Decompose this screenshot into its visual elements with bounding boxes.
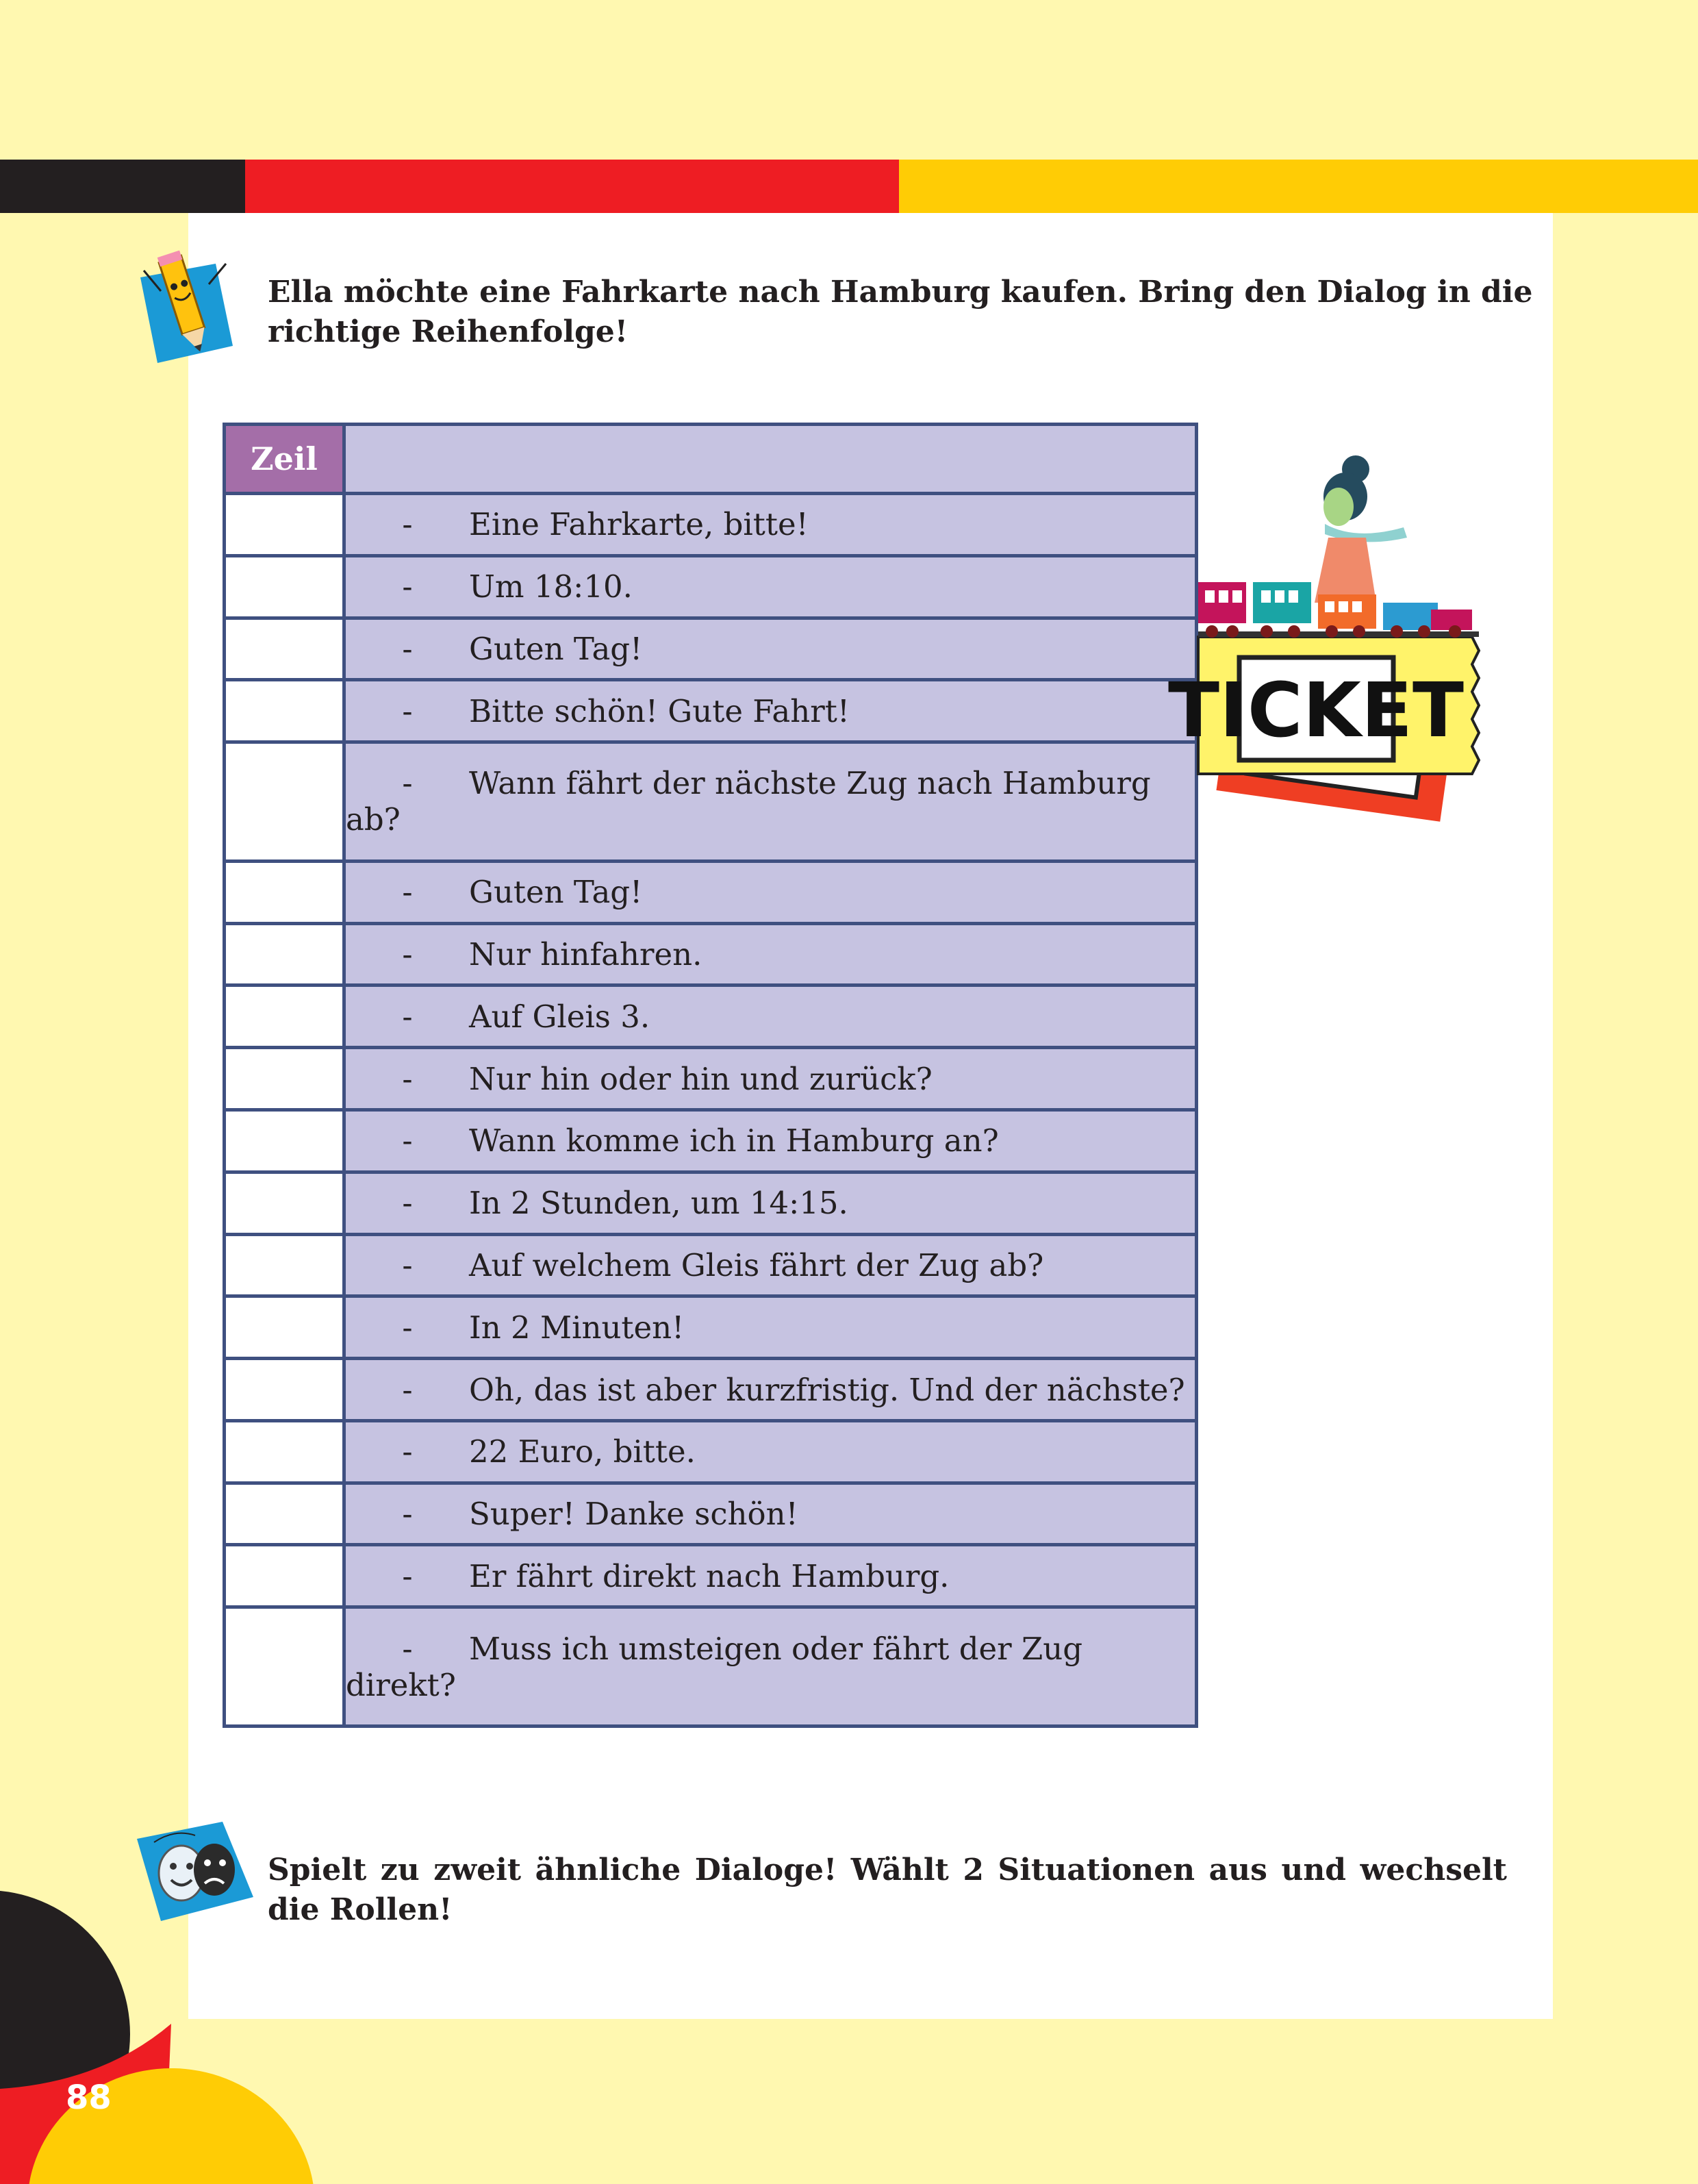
- dialog-line-cell: [344, 861, 1197, 923]
- dash-marker: -: [402, 874, 413, 911]
- dialog-line-cell: [344, 1545, 1197, 1607]
- table-row: [225, 1296, 1197, 1359]
- dialog-line-text: Oh, das ist aber kurzfristig. Und der nächste?: [469, 1371, 1185, 1408]
- line-number-cell[interactable]: [225, 1172, 344, 1234]
- dialog-line-cell: [344, 680, 1197, 742]
- dash-marker: -: [402, 1557, 413, 1594]
- table-row: [225, 680, 1197, 742]
- dialog-line-cell: [344, 1048, 1197, 1110]
- dialog-line-text: Muss ich umsteigen oder fährt der Zug direkt?: [346, 1630, 1083, 1703]
- dash-marker: -: [402, 692, 413, 729]
- table-row: [225, 1109, 1197, 1172]
- dash-marker: -: [402, 765, 413, 802]
- dialog-line-cell: [344, 1607, 1197, 1727]
- dash-marker: -: [402, 1433, 413, 1470]
- line-number-cell[interactable]: [225, 1359, 344, 1421]
- dialog-line-text: In 2 Stunden, um 14:15.: [469, 1185, 848, 1222]
- dialog-line-text: Nur hin oder hin und zurück?: [469, 1060, 933, 1097]
- dialog-line-text: Wann komme ich in Hamburg an?: [469, 1122, 999, 1159]
- dialog-line-text: Auf welchem Gleis fährt der Zug ab?: [469, 1246, 1044, 1283]
- line-number-cell[interactable]: [225, 923, 344, 986]
- dialog-line-cell: [344, 1234, 1197, 1296]
- table-row: [225, 1420, 1197, 1483]
- dialog-line-text: Guten Tag!: [469, 874, 643, 911]
- table-row: [225, 494, 1197, 556]
- table-row: [225, 861, 1197, 923]
- dialog-line-text: Bitte schön! Gute Fahrt!: [469, 692, 850, 729]
- dialog-line-cell: [344, 923, 1197, 986]
- ticket-label: TICKET: [1167, 666, 1465, 754]
- dialog-line-text: Eine Fahrkarte, bitte!: [469, 506, 809, 543]
- dash-marker: -: [402, 630, 413, 667]
- dialog-line-cell: [344, 986, 1197, 1048]
- flag-stripe-black: [0, 160, 245, 213]
- dialog-line-text: Super! Danke schön!: [469, 1496, 798, 1533]
- dialog-order-table: [223, 423, 1198, 1728]
- table-row: [225, 1545, 1197, 1607]
- dash-marker: -: [402, 1185, 413, 1222]
- line-number-cell[interactable]: [225, 618, 344, 680]
- instruction-order-dialog: Ella möchte eine Fahrkarte nach Hamburg kaufen. Bring den Dialog in die richtige Reihenfolge!: [268, 275, 1533, 349]
- table-row: [225, 555, 1197, 618]
- line-number-cell[interactable]: [225, 861, 344, 923]
- dialog-line-text: Um 18:10.: [469, 568, 633, 605]
- line-number-cell[interactable]: [225, 1048, 344, 1110]
- line-number-cell[interactable]: [225, 555, 344, 618]
- dialog-line-cell: [344, 1109, 1197, 1172]
- table-row: [225, 1359, 1197, 1421]
- line-number-cell[interactable]: [225, 1545, 344, 1607]
- table-row: [225, 1483, 1197, 1545]
- dialog-line-cell: [344, 1296, 1197, 1359]
- table-row: [225, 1172, 1197, 1234]
- dialog-line-cell: [344, 742, 1197, 862]
- flag-stripe-red: [245, 160, 899, 213]
- line-number-cell[interactable]: [225, 1420, 344, 1483]
- dash-marker: -: [402, 936, 413, 973]
- instruction-role-play: Spielt zu zweit ähnliche Dialoge! Wählt 2 Situationen aus und wechselt die Rollen!: [268, 1853, 1507, 1927]
- dash-marker: -: [402, 1309, 413, 1346]
- table-row: [225, 1048, 1197, 1110]
- table-row: [225, 1234, 1197, 1296]
- dash-marker: -: [402, 1630, 413, 1667]
- line-number-cell[interactable]: [225, 1109, 344, 1172]
- line-number-cell[interactable]: [225, 1234, 344, 1296]
- pencil-mascot-icon: [134, 236, 236, 366]
- dialog-line-cell: [344, 1359, 1197, 1421]
- column-header-zeil: Zeil: [225, 425, 344, 494]
- dash-marker: -: [402, 506, 413, 543]
- dash-marker: -: [402, 1122, 413, 1159]
- column-header-dialog: [344, 425, 1197, 494]
- dialog-line-text: Nur hinfahren.: [469, 936, 702, 973]
- dialog-line-cell: [344, 494, 1197, 556]
- dialog-line-text: Er fährt direkt nach Hamburg.: [469, 1557, 950, 1594]
- line-number-cell[interactable]: [225, 742, 344, 862]
- table-header-row: [225, 425, 1197, 494]
- dash-marker: -: [402, 568, 413, 605]
- dialog-line-text: 22 Euro, bitte.: [469, 1433, 696, 1470]
- line-number-cell[interactable]: [225, 1296, 344, 1359]
- dialog-line-cell: [344, 1172, 1197, 1234]
- line-number-cell[interactable]: [225, 986, 344, 1048]
- dash-marker: -: [402, 1060, 413, 1097]
- dialog-line-text: Wann fährt der nächste Zug nach Hamburg ab?: [346, 765, 1151, 838]
- dialog-line-text: Auf Gleis 3.: [469, 998, 650, 1035]
- line-number-cell[interactable]: [225, 1607, 344, 1727]
- theater-masks-icon: [134, 1794, 257, 1924]
- dialog-line-cell: [344, 1420, 1197, 1483]
- flag-stripe-gold: [899, 160, 1698, 213]
- page-number: 88: [66, 2079, 112, 2117]
- dialog-line-cell: [344, 1483, 1197, 1545]
- line-number-cell[interactable]: [225, 1483, 344, 1545]
- dash-marker: -: [402, 1246, 413, 1283]
- girl-on-train-illustration: [1167, 445, 1493, 870]
- line-number-cell[interactable]: [225, 494, 344, 556]
- table-row: [225, 1607, 1197, 1727]
- line-number-cell[interactable]: [225, 680, 344, 742]
- dash-marker: -: [402, 1371, 413, 1408]
- table-row: [225, 986, 1197, 1048]
- dialog-line-cell: [344, 555, 1197, 618]
- dialog-line-text: In 2 Minuten!: [469, 1309, 685, 1346]
- dialog-line-text: Guten Tag!: [469, 630, 643, 667]
- table-row: [225, 742, 1197, 862]
- table-row: [225, 923, 1197, 986]
- dash-marker: -: [402, 998, 413, 1035]
- dialog-line-cell: [344, 618, 1197, 680]
- table-row: [225, 618, 1197, 680]
- dash-marker: -: [402, 1496, 413, 1533]
